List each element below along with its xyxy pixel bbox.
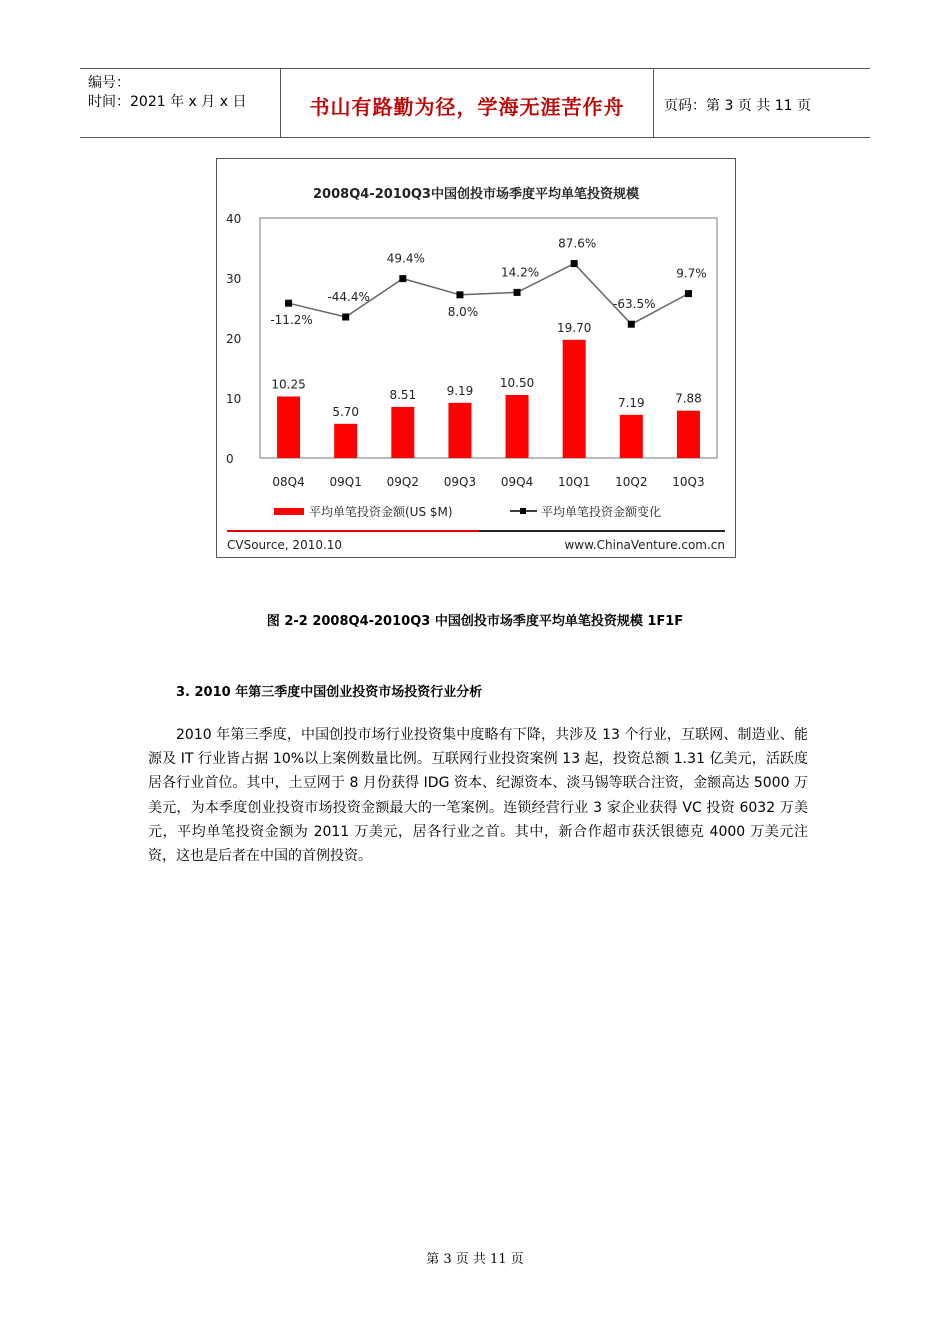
line-marker	[342, 314, 349, 321]
bar-value-label: 8.51	[389, 387, 417, 402]
x-tick-label: 10Q3	[672, 475, 705, 489]
legend-bar-swatch	[274, 508, 304, 515]
source-right: www.ChinaVenture.com.cn	[564, 538, 725, 552]
bar-value-label: 5.70	[332, 404, 360, 419]
bar-value-label: 7.88	[675, 391, 702, 406]
source-left: CVSource, 2010.10	[227, 538, 343, 552]
bar-value-label: 10.50	[499, 376, 535, 390]
line-marker	[685, 290, 692, 297]
body-paragraph: 2010 年第三季度，中国创投市场行业投资集中度略有下降，共涉及 13 个行业，互联网、制造业、能源及 IT 行业皆占据 10%以上案例数量比例。互联网行业投资案例 13 起，投资总额 1.31 亿美元，活跃度居各行业首位。其中，土豆网于 8 月份获得 IDG 资本、纪源资本、淡马锡等联合注资，金额高达 5000 万美元，为本季度创业投资市场投资金额最大的一笔案例。连锁经营行业 3 家企业获得 VC 投资 6032 万美元，平均单笔投资金额为 2011 万美元，居各行业之首。其中，新合作超市获沃银德克 4000 万美元注资，这也是后者在中国的首例投资。	[148, 727, 808, 865]
line-marker	[399, 275, 406, 282]
x-tick-label: 10Q2	[615, 475, 648, 489]
x-tick-label: 09Q4	[500, 475, 534, 489]
chart-frame	[216, 158, 736, 558]
change-value-label: -44.4%	[327, 290, 370, 304]
plot-area	[260, 218, 717, 458]
line-marker	[571, 260, 578, 267]
number-label: 编号：	[88, 75, 130, 91]
header-info-cell	[80, 69, 281, 137]
bar-value-label: 10.25	[271, 377, 306, 392]
change-value-label: 9.7%	[676, 266, 707, 281]
bar	[391, 407, 414, 458]
legend-line-label: 平均单笔投资金额变化	[541, 505, 662, 519]
bar	[448, 403, 471, 458]
bar	[334, 424, 357, 458]
x-tick-label: 09Q1	[329, 475, 362, 489]
bar-value-label: 19.70	[557, 320, 592, 335]
bar	[620, 415, 643, 458]
change-value-label: -11.2%	[270, 313, 313, 328]
line-marker	[628, 321, 635, 328]
time-label: 时间：2021 年 x 月 x 日	[88, 94, 247, 110]
section-title: 3. 2010 年第三季度中国创业投资市场投资行业分析	[176, 685, 483, 700]
figure-caption: 图 2-2 2008Q4-2010Q3 中国创投市场季度平均单笔投资规模 1F1F	[266, 614, 684, 629]
bar	[506, 395, 529, 458]
change-value-label: 8.0%	[447, 304, 479, 319]
legend-line-marker	[520, 508, 526, 514]
page-label: 页码：第 3 页 共 11 页	[664, 98, 811, 114]
x-tick-label: 10Q1	[558, 475, 591, 489]
legend-bar-label: 平均单笔投资金额(US $M)	[309, 505, 453, 519]
bar	[563, 340, 586, 458]
y-tick-label: 20	[226, 332, 242, 346]
change-value-label: -63.5%	[613, 297, 656, 312]
bar	[277, 397, 300, 459]
x-tick-label: 08Q4	[272, 475, 305, 489]
line-marker	[285, 300, 292, 307]
change-value-label: 49.4%	[386, 251, 425, 266]
bar	[677, 411, 700, 458]
change-value-label: 14.2%	[501, 265, 540, 280]
bar-value-label: 9.19	[446, 383, 474, 398]
y-tick-label: 0	[226, 452, 234, 466]
change-value-label: 87.6%	[558, 236, 597, 251]
x-tick-label: 09Q2	[386, 475, 419, 489]
y-tick-label: 10	[226, 392, 242, 406]
page-footer: 第 3 页 共 11 页	[426, 1252, 524, 1267]
header-motto-cell	[281, 69, 654, 137]
chart-title: 2008Q4-2010Q3中国创投市场季度平均单笔投资规模	[313, 187, 639, 202]
x-tick-label: 09Q3	[443, 475, 477, 489]
line-marker	[514, 289, 521, 296]
y-tick-label: 30	[226, 272, 242, 286]
header-page-cell	[654, 69, 870, 137]
investment-chart	[217, 159, 735, 557]
y-tick-label: 40	[226, 212, 242, 226]
document-header	[80, 68, 870, 138]
motto-text: 书山有路勤为径，学海无涯苦作舟	[309, 95, 625, 119]
bar-value-label: 7.19	[617, 395, 645, 410]
line-marker	[456, 291, 463, 298]
